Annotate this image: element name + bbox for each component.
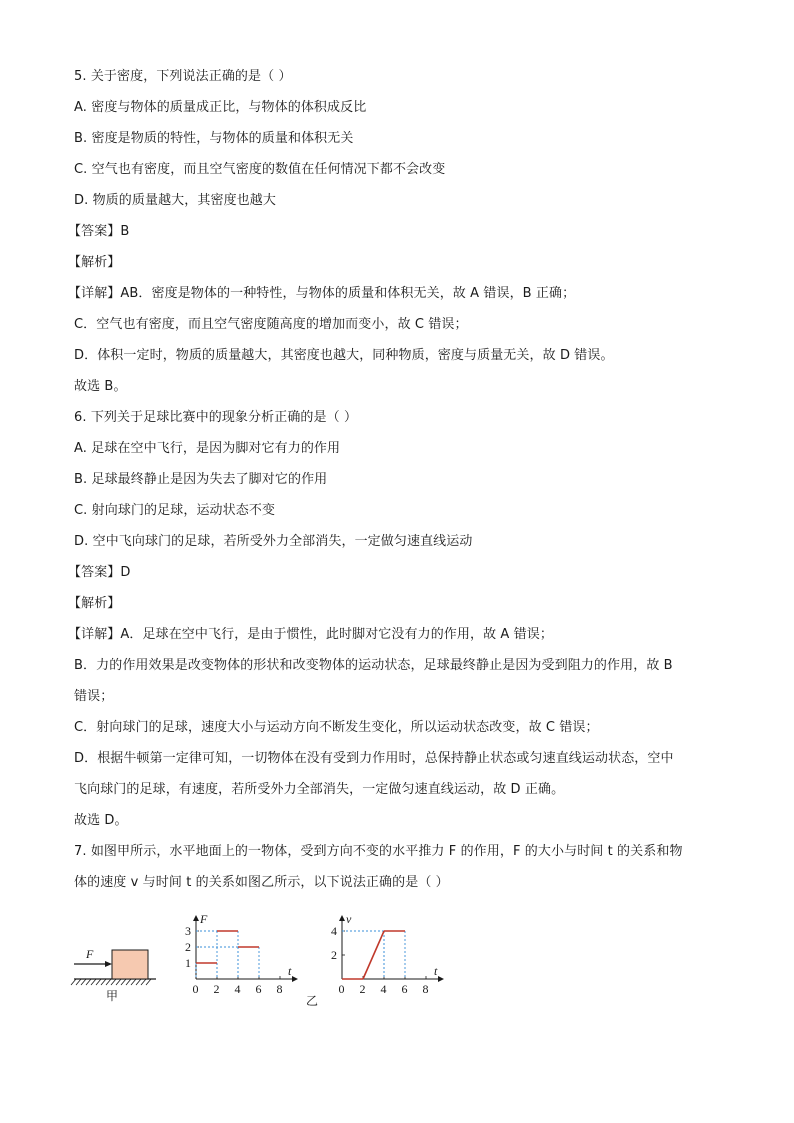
text-line: D．体积一定时，物质的质量越大，其密度也越大，同种物质，密度与质量无关，故 D 错误。 bbox=[74, 348, 614, 363]
text-line: 故选 D。 bbox=[74, 813, 128, 828]
caption-jia: 甲 bbox=[106, 989, 119, 1003]
hatch-mark bbox=[116, 979, 121, 985]
data-segment bbox=[363, 931, 384, 979]
y-tick-label: 2 bbox=[185, 940, 191, 954]
text-line: 6. 下列关于足球比赛中的现象分析正确的是（ ） bbox=[74, 410, 358, 425]
y-tick-label: 1 bbox=[185, 956, 191, 970]
x-tick-label: 2 bbox=[213, 982, 220, 996]
figure-question-7 bbox=[60, 900, 480, 1010]
text-line: 【解析】 bbox=[68, 255, 121, 270]
text-line: 故选 B。 bbox=[74, 379, 127, 394]
text-line: B．力的作用效果是改变物体的形状和改变物体的运动状态，足球最终静止是因为受到阻力的作用，故 B bbox=[74, 658, 673, 673]
x-axis-label: t bbox=[434, 964, 438, 978]
hatch-mark bbox=[126, 979, 131, 985]
text-line: C．空气也有密度，而且空气密度随高度的增加而变小，故 C 错误； bbox=[74, 317, 468, 332]
x-axis-arrow bbox=[438, 976, 444, 982]
text-line: C. 射向球门的足球，运动状态不变 bbox=[74, 503, 276, 518]
text-line: 飞向球门的足球，有速度，若所受外力全部消失，一定做匀速直线运动，故 D 正确。 bbox=[74, 782, 565, 797]
text-line: 【详解】A．足球在空中飞行，是由于惯性，此时脚对它没有力的作用，故 A 错误； bbox=[68, 627, 553, 642]
hatch-mark bbox=[91, 979, 96, 985]
text-line: A. 足球在空中飞行，是因为脚对它有力的作用 bbox=[74, 441, 341, 456]
y-tick-label: 3 bbox=[185, 924, 191, 938]
hatch-mark bbox=[86, 979, 91, 985]
x-axis-label: t bbox=[288, 964, 292, 978]
text-line: B. 足球最终静止是因为失去了脚对它的作用 bbox=[74, 472, 328, 487]
text-line: 【详解】AB．密度是物体的一种特性，与物体的质量和体积无关，故 A 错误，B 正确； bbox=[68, 286, 576, 301]
hatch-mark bbox=[101, 979, 106, 985]
text-line: A. 密度与物体的质量成正比，与物体的体积成反比 bbox=[74, 100, 367, 115]
y-tick-label: 4 bbox=[331, 924, 337, 938]
text-line: 【解析】 bbox=[68, 596, 121, 611]
graph-velocity-time bbox=[331, 912, 444, 996]
text-line: D. 物质的质量越大，其密度也越大 bbox=[74, 193, 276, 208]
y-axis-label: v bbox=[346, 912, 352, 926]
x-axis-arrow bbox=[292, 976, 298, 982]
x-tick-label: 6 bbox=[401, 982, 408, 996]
diagram-jia bbox=[71, 947, 156, 1003]
text-line: D. 空中飞向球门的足球，若所受外力全部消失，一定做匀速直线运动 bbox=[74, 534, 473, 549]
hatch-mark bbox=[136, 979, 141, 985]
text-line: C．射向球门的足球，速度大小与运动方向不断发生变化，所以运动状态改变，故 C 错误； bbox=[74, 720, 599, 735]
hatch-mark bbox=[71, 979, 76, 985]
hatch-mark bbox=[121, 979, 126, 985]
caption-yi: 乙 bbox=[306, 994, 319, 1008]
x-tick-label: 2 bbox=[359, 982, 366, 996]
figure-svg bbox=[60, 900, 480, 1010]
x-tick-label: 0 bbox=[338, 982, 345, 996]
x-tick-label: 0 bbox=[192, 982, 199, 996]
hatch-mark bbox=[131, 979, 136, 985]
hatch-mark bbox=[111, 979, 116, 985]
y-axis-arrow bbox=[339, 915, 345, 921]
text-line: 【答案】B bbox=[68, 224, 130, 239]
hatch-mark bbox=[81, 979, 86, 985]
y-tick-label: 2 bbox=[331, 948, 337, 962]
hatch-mark bbox=[141, 979, 146, 985]
text-line: 5. 关于密度，下列说法正确的是（ ） bbox=[74, 69, 292, 84]
hatch-mark bbox=[96, 979, 101, 985]
text-line: 7. 如图甲所示，水平地面上的一物体，受到方向不变的水平推力 F 的作用，F 的大小与时间 t 的关系和物 bbox=[74, 844, 683, 859]
x-tick-label: 4 bbox=[380, 982, 387, 996]
text-line: B. 密度是物质的特性，与物体的质量和体积无关 bbox=[74, 131, 354, 146]
hatch-mark bbox=[146, 979, 151, 985]
y-axis-arrow bbox=[193, 915, 199, 921]
text-line: D．根据牛顿第一定律可知，一切物体在没有受到力作用时，总保持静止状态或匀速直线运动状态，空中 bbox=[74, 751, 674, 766]
ground-hatch bbox=[71, 979, 151, 985]
text-line: 【答案】D bbox=[68, 565, 131, 580]
block bbox=[112, 950, 148, 979]
hatch-mark bbox=[106, 979, 111, 985]
x-tick-label: 4 bbox=[234, 982, 241, 996]
x-tick-label: 6 bbox=[255, 982, 262, 996]
x-tick-label: 8 bbox=[422, 982, 429, 996]
y-axis-label: F bbox=[200, 912, 208, 926]
graph-force-time bbox=[185, 912, 298, 996]
x-tick-label: 8 bbox=[276, 982, 283, 996]
text-line: C. 空气也有密度，而且空气密度的数值在任何情况下都不会改变 bbox=[74, 162, 446, 177]
text-line: 体的速度 v 与时间 t 的关系如图乙所示，以下说法正确的是（ ） bbox=[74, 875, 449, 890]
force-arrow-head bbox=[105, 961, 112, 967]
text-line: 错误； bbox=[74, 689, 114, 704]
hatch-mark bbox=[76, 979, 81, 985]
force-label: F bbox=[86, 947, 94, 961]
